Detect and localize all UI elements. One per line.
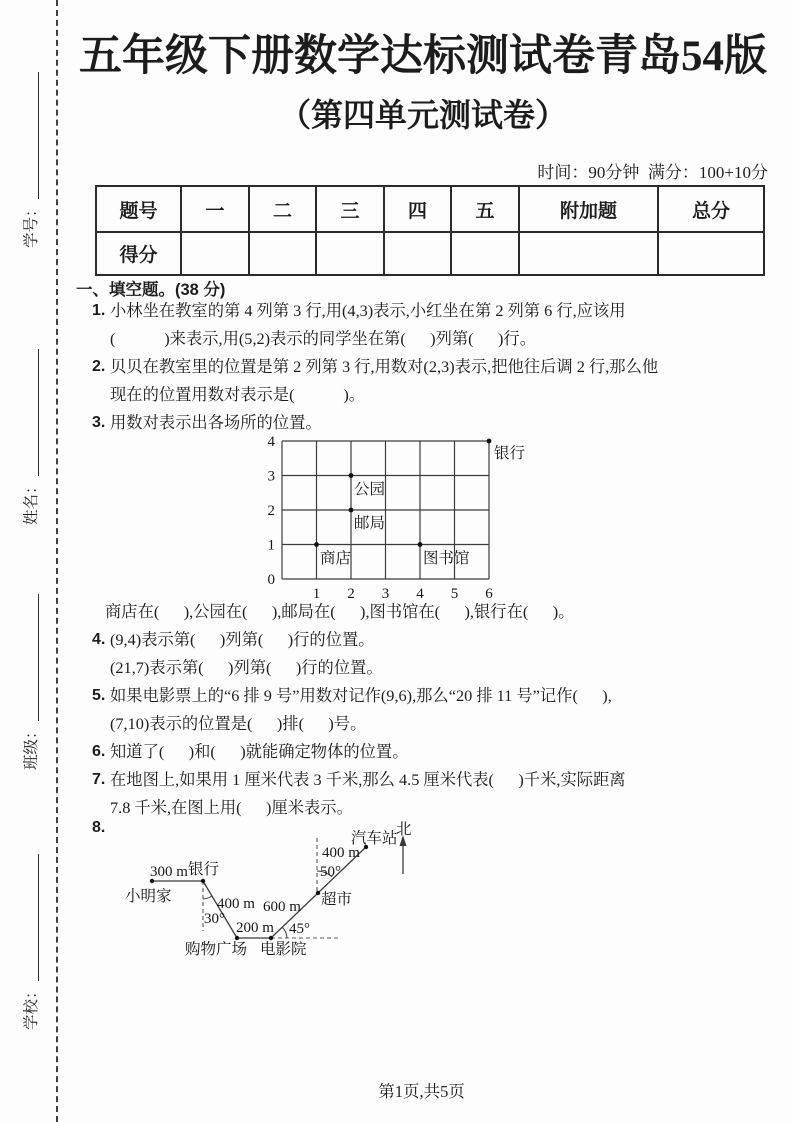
school-label: 学校：: [23, 983, 40, 1030]
label-market: 超市: [321, 891, 353, 908]
map-place-labels: [125, 820, 412, 958]
section-1-heading: 一、填空题。(38 分): [76, 281, 226, 299]
y-tick-4: 4: [267, 434, 275, 450]
student-id-blank-line: [37, 72, 39, 199]
cinema-angle-arc: [282, 927, 287, 938]
page-number-info: 第1页,共5页: [378, 1082, 465, 1101]
point-post-office: [349, 508, 354, 513]
question-1-number: 1.: [92, 302, 106, 319]
score-cell-5: [451, 232, 519, 275]
label-north: 北: [396, 821, 412, 838]
question-1: [92, 297, 772, 353]
north-arrow-icon: [400, 835, 407, 874]
x-tick-1: 1: [312, 586, 321, 602]
score-row-label: 得分: [96, 232, 181, 275]
col-part-2: 二: [249, 186, 316, 232]
point-library: [418, 542, 423, 547]
x-tick-4: 4: [416, 586, 424, 602]
label-station: 汽车站: [351, 830, 398, 847]
question-7-number: 7.: [92, 771, 106, 788]
point-shop: [314, 542, 319, 547]
angle-market: 50°: [320, 864, 341, 880]
point-park: [349, 473, 354, 478]
question-5: [92, 682, 772, 738]
question-2: [92, 353, 772, 409]
col-part-3: 三: [316, 186, 384, 232]
question-4-line-1: (9,4)表示第( )列第( )行的位置。: [110, 630, 375, 649]
question-1-line-2: ( )来表示,用(5,2)表示的同学坐在第( )列第( )行。: [110, 329, 536, 348]
question-6: [92, 738, 772, 766]
grid-y-axis-ticks: [268, 434, 276, 588]
col-total: 总分: [658, 186, 764, 232]
question-1-line-1: 小林坐在教室的第 4 列第 3 行,用(4,3)表示,小红坐在第 2 列第 6 行,应该用: [110, 301, 626, 320]
school-blank-line: [37, 854, 39, 981]
score-table-score-row: [96, 232, 764, 275]
point-bank: [201, 879, 205, 883]
y-tick-2: 2: [267, 503, 275, 519]
binding-dashed-line: [56, 0, 58, 1122]
route-map-figure: [98, 818, 422, 968]
question-3-line-1: 用数对表示出各场所的位置。: [110, 413, 322, 432]
score-table: [95, 185, 765, 276]
x-tick-6: 6: [485, 586, 493, 602]
score-cell-4: [384, 232, 451, 275]
question-2-line-1: 贝贝在教室里的位置是第 2 列第 3 行,用数对(2,3)表示,把他往后调 2 行,那么他: [110, 357, 659, 376]
label-bank: 银行: [494, 445, 526, 462]
point-market: [316, 891, 320, 895]
distance-bank-plaza: 400 m: [217, 896, 255, 912]
bank-angle-arc: [203, 896, 212, 899]
question-5-line-1: 如果电影票上的“6 排 9 号”用数对记作(9,6),那么“20 排 11 号”记作( ),: [110, 686, 612, 705]
label-library: 图书馆: [423, 550, 470, 567]
angle-cinema: 45°: [289, 921, 310, 937]
label-cinema: 电影院: [260, 941, 307, 958]
x-tick-5: 5: [450, 586, 459, 602]
score-cell-bonus: [519, 232, 658, 275]
name-field: [18, 349, 42, 525]
question-2-line-2: 现在的位置用数对表示是( )。: [110, 385, 366, 404]
question-8-number: 8.: [92, 819, 106, 836]
point-bank: [487, 439, 492, 444]
question-4-line-2: (21,7)表示第( )列第( )行的位置。: [110, 658, 383, 677]
score-cell-3: [316, 232, 384, 275]
col-part-4: 四: [384, 186, 451, 232]
class-field: [18, 594, 42, 770]
col-part-5: 五: [451, 186, 519, 232]
question-2-number: 2.: [92, 358, 106, 375]
question-3-line-2: 商店在( ),公园在( ),邮局在( ),图书馆在( ),银行在( )。: [105, 602, 575, 621]
time-score-info: 时间：90分钟 满分：100+10分: [537, 163, 768, 182]
question-7-line-2: 7.8 千米,在图上用( )厘米表示。: [110, 798, 353, 817]
label-plaza: 购物广场: [185, 941, 248, 958]
question-7-line-1: 在地图上,如果用 1 厘米代表 3 千米,那么 4.5 厘米代表( )千米,实际距离: [110, 770, 626, 789]
page-title: 五年级下册数学达标测试卷青岛54版: [79, 33, 767, 80]
class-blank-line: [37, 594, 39, 721]
question-4: [92, 626, 772, 682]
y-tick-0: 0: [267, 572, 275, 588]
name-label: 姓名：: [23, 478, 40, 525]
score-cell-total: [658, 232, 764, 275]
point-plaza: [235, 936, 239, 940]
score-table-header-row: [96, 186, 764, 232]
name-blank-line: [37, 349, 39, 476]
label-park: 公园: [354, 481, 386, 498]
class-label: 班级：: [23, 723, 40, 770]
y-tick-3: 3: [267, 468, 275, 485]
question-3-number: 3.: [92, 414, 106, 431]
grid-points: [314, 439, 491, 547]
question-4-number: 4.: [92, 631, 106, 648]
score-cell-1: [181, 232, 249, 275]
distance-cinema-market: 600 m: [263, 899, 301, 915]
label-post-office: 邮局: [354, 515, 386, 532]
point-cinema: [269, 936, 273, 940]
school-field: [18, 854, 42, 1030]
question-5-number: 5.: [92, 687, 106, 704]
coordinate-grid-figure: [258, 428, 533, 608]
label-bank: 银行: [188, 861, 220, 878]
col-question-no: 题号: [96, 186, 181, 232]
x-tick-2: 2: [347, 586, 355, 602]
question-6-number: 6.: [92, 743, 106, 760]
question-6-line-1: 知道了( )和( )就能确定物体的位置。: [110, 742, 409, 761]
question-5-line-2: (7,10)表示的位置是( )排( )号。: [110, 714, 367, 733]
distance-home-bank: 300 m: [150, 864, 188, 880]
distance-market-station: 400 m: [322, 845, 360, 861]
student-id-label: 学号：: [23, 201, 40, 248]
angle-bank: 30°: [204, 911, 225, 927]
label-shop: 商店: [320, 550, 352, 567]
col-bonus: 附加题: [519, 186, 658, 232]
score-cell-2: [249, 232, 316, 275]
x-tick-3: 3: [381, 586, 390, 602]
distance-plaza-cinema: 200 m: [236, 920, 274, 936]
col-part-1: 一: [181, 186, 249, 232]
label-home: 小明家: [125, 888, 172, 905]
y-tick-1: 1: [267, 537, 275, 554]
student-id-field: [18, 72, 42, 248]
page-subtitle: （第四单元测试卷）: [278, 97, 567, 133]
